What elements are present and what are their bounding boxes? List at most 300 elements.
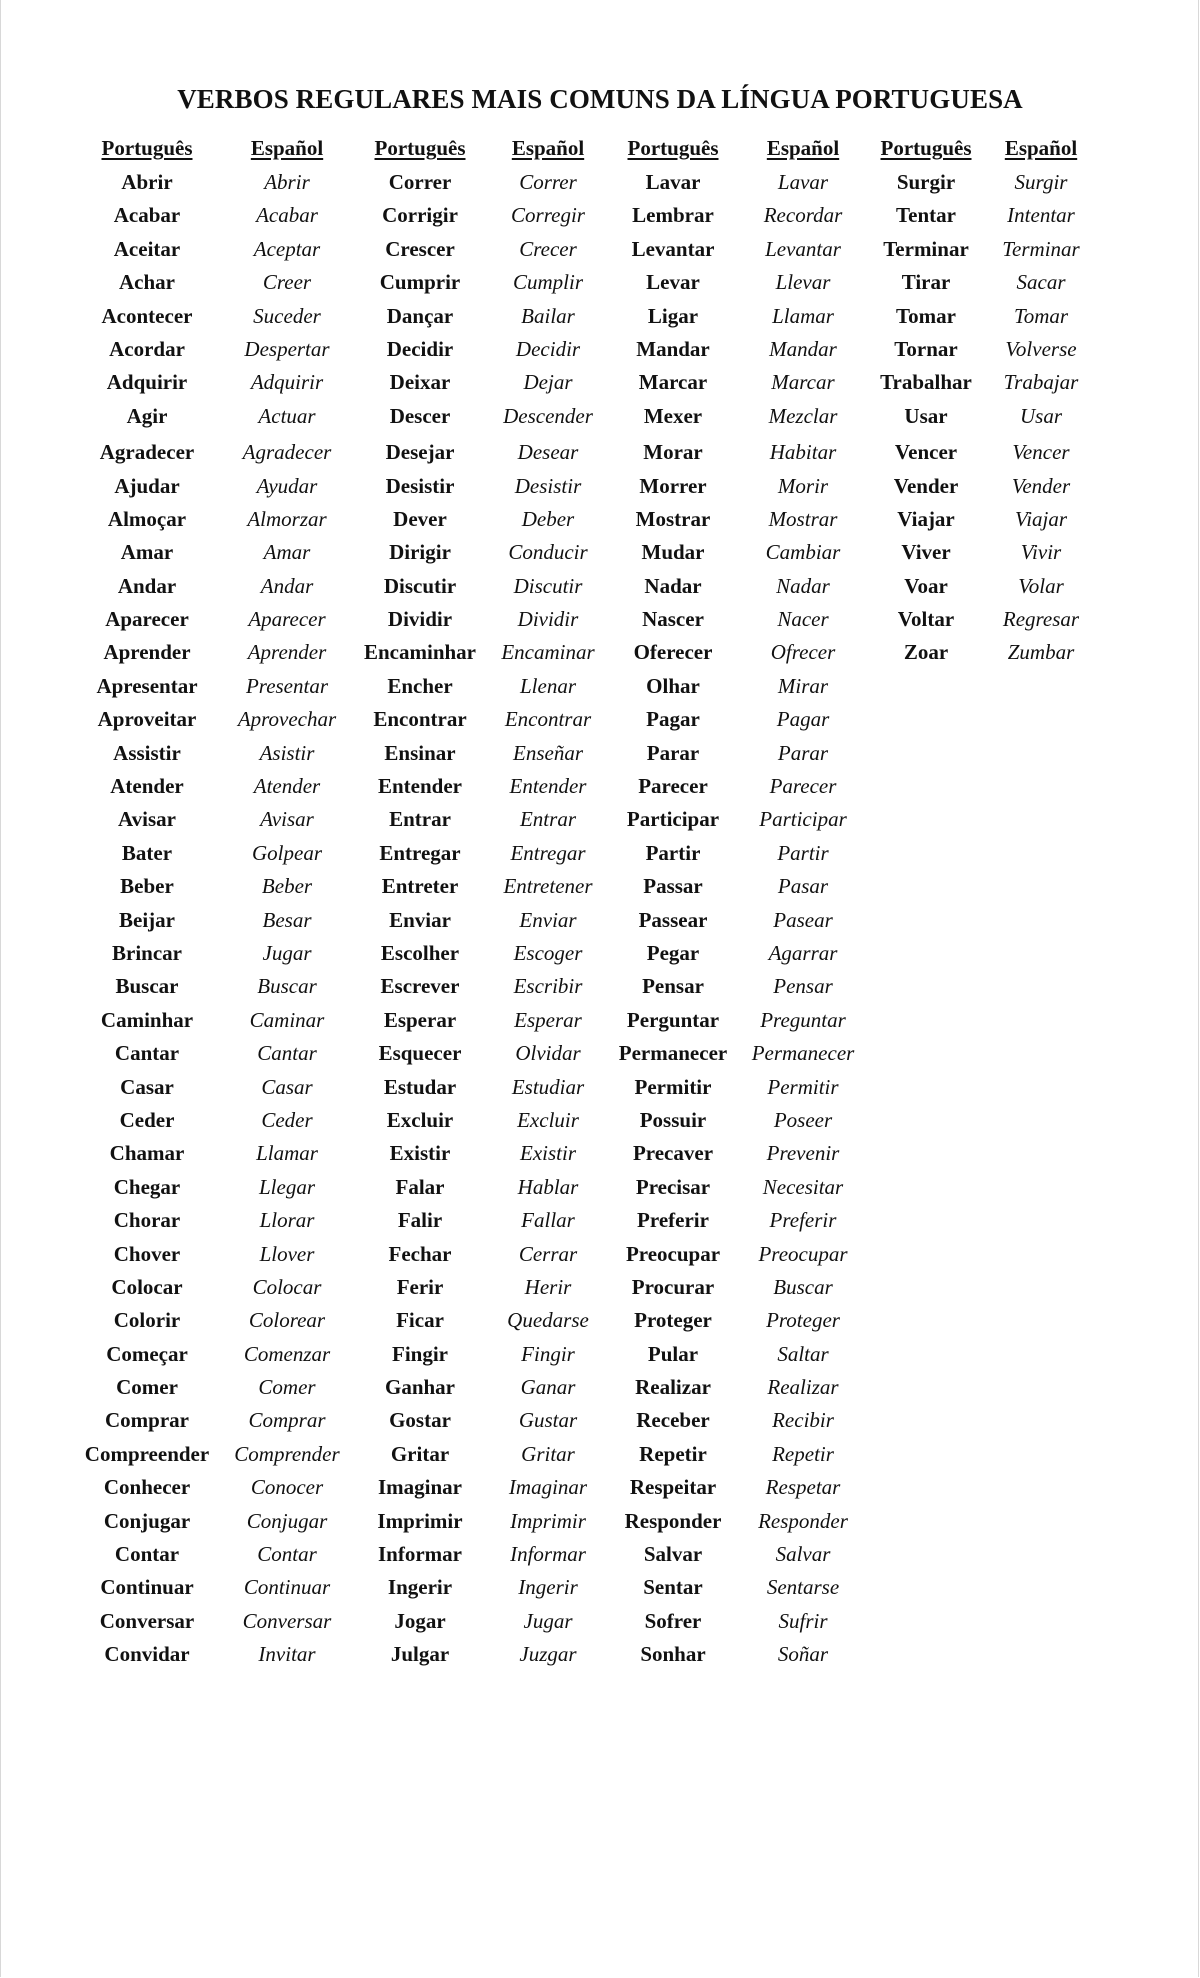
spanish-verb: Regresar [1002, 607, 1080, 632]
spanish-verb: Llorar [259, 1208, 315, 1233]
portuguese-verb: Parecer [638, 774, 708, 799]
portuguese-verb: Beber [120, 874, 174, 899]
portuguese-verb: Viver [901, 540, 951, 565]
portuguese-verb: Voar [904, 573, 948, 598]
spanish-verb: Permitir [767, 1074, 839, 1099]
spanish-verb: Atender [253, 774, 321, 799]
spanish-verb: Fallar [521, 1208, 575, 1233]
spanish-verb: Agradecer [242, 440, 332, 465]
portuguese-verb: Levantar [631, 236, 715, 261]
spanish-verb: Avisar [260, 807, 314, 832]
spanish-verb: Llamar [256, 1141, 318, 1166]
spanish-verb: Ingerir [518, 1575, 578, 1600]
portuguese-verb: Agradecer [99, 440, 195, 465]
spanish-column-2 [483, 134, 613, 1672]
spanish-verb: Levantar [765, 236, 841, 261]
spanish-verb: Invitar [258, 1642, 316, 1667]
portuguese-verb: Encaminhar [363, 640, 476, 665]
portuguese-verb: Pular [647, 1341, 699, 1366]
spanish-verb: Aprender [247, 640, 327, 665]
portuguese-verb: Cantar [114, 1041, 180, 1066]
spanish-verb: Comprar [248, 1408, 326, 1433]
portuguese-verb: Nadar [644, 573, 702, 598]
spanish-verb: Corregir [511, 203, 585, 228]
portuguese-verb: Oferecer [633, 640, 713, 665]
portuguese-verb: Aceitar [113, 236, 181, 261]
portuguese-verb: Colorir [113, 1308, 181, 1333]
portuguese-verb: Parar [646, 740, 700, 765]
portuguese-verb: Respeitar [629, 1475, 717, 1500]
spanish-verb: Preocupar [758, 1241, 848, 1266]
portuguese-verb: Descer [389, 403, 451, 428]
spanish-verb: Herir [524, 1274, 572, 1299]
portuguese-verb: Pagar [646, 707, 700, 732]
portuguese-verb: Vender [893, 473, 959, 498]
portuguese-verb: Tentar [896, 203, 956, 228]
portuguese-verb: Precisar [635, 1174, 711, 1199]
portuguese-verb: Esperar [383, 1007, 457, 1032]
spanish-verb: Mostrar [768, 506, 838, 531]
spanish-verb: Buscar [257, 974, 317, 999]
portuguese-verb: Lavar [645, 170, 701, 194]
spanish-verb: Encaminar [501, 640, 595, 665]
spanish-verb: Juzgar [519, 1642, 577, 1667]
spanish-verb: Recibir [772, 1408, 834, 1433]
spanish-verb: Tomar [1013, 303, 1069, 328]
spanish-verb: Encontrar [504, 707, 592, 732]
portuguese-verb: Bater [121, 840, 173, 865]
spanish-verb: Mandar [769, 336, 837, 361]
portuguese-verb: Cumprir [379, 270, 461, 295]
spanish-verb: Repetir [772, 1441, 834, 1466]
portuguese-verb: Imaginar [378, 1475, 462, 1500]
spanish-verb: Ceder [261, 1107, 313, 1132]
portuguese-verb: Precaver [632, 1141, 714, 1166]
portuguese-verb: Apresentar [96, 673, 198, 698]
spanish-header: Español [766, 136, 840, 160]
portuguese-verb: Lembrar [632, 203, 714, 228]
spanish-verb: Cerrar [518, 1241, 578, 1266]
portuguese-verb: Enviar [389, 907, 451, 932]
portuguese-verb: Morar [643, 440, 703, 465]
portuguese-verb: Responder [624, 1508, 722, 1533]
portuguese-verb: Comer [116, 1375, 178, 1400]
spanish-verb: Lavar [777, 170, 829, 194]
portuguese-verb: Acabar [113, 203, 181, 228]
portuguese-verb: Gritar [390, 1441, 450, 1466]
portuguese-verb: Aparecer [105, 607, 189, 632]
spanish-verb: Comenzar [243, 1341, 331, 1366]
portuguese-verb: Buscar [115, 974, 179, 999]
portuguese-verb: Esquecer [378, 1041, 462, 1066]
portuguese-verb: Conversar [99, 1608, 195, 1633]
portuguese-verb: Fechar [388, 1241, 452, 1266]
spanish-verb: Pasear [773, 907, 833, 932]
spanish-verb: Descender [503, 403, 593, 428]
portuguese-verb: Decidir [386, 336, 454, 361]
portuguese-verb: Dançar [386, 303, 454, 328]
spanish-verb: Dejar [523, 370, 573, 395]
portuguese-verb: Entregar [379, 840, 461, 865]
portuguese-verb: Olhar [646, 673, 700, 698]
spanish-verb: Conducir [508, 540, 588, 565]
spanish-verb: Entretener [503, 874, 593, 899]
spanish-verb: Abrir [264, 170, 310, 194]
portuguese-verb: Entrar [389, 807, 451, 832]
portuguese-verb: Continuar [100, 1575, 194, 1600]
portuguese-verb: Estudar [383, 1074, 457, 1099]
spanish-verb: Cambiar [765, 540, 841, 565]
portuguese-verb: Realizar [635, 1375, 711, 1400]
portuguese-verb: Viajar [897, 506, 955, 531]
spanish-verb: Informar [510, 1542, 586, 1567]
portuguese-verb: Amar [120, 540, 174, 565]
portuguese-verb: Ficar [396, 1308, 444, 1333]
portuguese-verb: Abrir [121, 170, 173, 194]
spanish-verb: Respetar [765, 1475, 841, 1500]
portuguese-verb: Ingerir [387, 1575, 453, 1600]
portuguese-verb: Participar [626, 807, 720, 832]
portuguese-verb: Terminar [883, 236, 969, 261]
spanish-verb: Actuar [258, 403, 316, 428]
portuguese-verb: Conjugar [103, 1508, 191, 1533]
portuguese-verb: Procurar [631, 1274, 715, 1299]
portuguese-verb: Fingir [392, 1341, 448, 1366]
spanish-verb: Llenar [519, 673, 576, 698]
spanish-verb: Caminar [249, 1007, 325, 1032]
spanish-verb: Almorzar [247, 506, 327, 531]
spanish-verb: Entregar [510, 840, 586, 865]
spanish-verb: Ofrecer [770, 640, 836, 665]
spanish-verb: Mirar [777, 673, 829, 698]
portuguese-verb: Tornar [894, 336, 958, 361]
portuguese-column-1 [82, 134, 212, 1672]
spanish-verb: Vender [1011, 473, 1071, 498]
portuguese-verb: Informar [378, 1542, 462, 1567]
portuguese-verb: Preocupar [625, 1241, 721, 1266]
spanish-verb: Llover [259, 1241, 315, 1266]
spanish-verb: Pasar [777, 874, 829, 899]
portuguese-verb: Assistir [113, 740, 181, 765]
spanish-verb: Colocar [252, 1274, 322, 1299]
spanish-verb: Beber [261, 874, 313, 899]
portuguese-verb: Passar [643, 874, 703, 899]
spanish-verb: Llamar [772, 303, 834, 328]
spanish-verb: Terminar [1002, 236, 1080, 261]
portuguese-verb: Compreender [84, 1441, 210, 1466]
portuguese-verb: Nascer [642, 607, 704, 632]
spanish-verb: Preferir [769, 1208, 837, 1233]
spanish-column-3 [738, 134, 868, 1672]
spanish-verb: Andar [260, 573, 314, 598]
spanish-verb: Entender [509, 774, 587, 799]
spanish-verb: Enseñar [513, 740, 583, 765]
portuguese-verb: Levar [646, 270, 700, 295]
portuguese-verb: Achar [119, 270, 175, 295]
spanish-verb: Necesitar [762, 1174, 844, 1199]
portuguese-verb: Marcar [638, 370, 708, 395]
spanish-verb: Jugar [262, 940, 312, 965]
portuguese-verb: Encher [387, 673, 453, 698]
spanish-verb: Excluir [517, 1107, 579, 1132]
portuguese-verb: Entreter [381, 874, 459, 899]
spanish-verb: Intentar [1007, 203, 1075, 228]
portuguese-verb: Dividir [387, 607, 453, 632]
portuguese-verb: Surgir [896, 170, 956, 194]
portuguese-verb: Ganhar [384, 1375, 455, 1400]
portuguese-verb: Ferir [396, 1274, 444, 1299]
portuguese-verb: Possuir [639, 1107, 707, 1132]
portuguese-verb: Julgar [390, 1642, 450, 1667]
spanish-verb: Mezclar [768, 403, 838, 428]
portuguese-verb: Almoçar [107, 506, 187, 531]
spanish-verb: Proteger [766, 1308, 840, 1333]
spanish-verb: Cantar [257, 1041, 317, 1066]
spanish-verb: Estudiar [511, 1074, 585, 1099]
portuguese-verb: Morrer [639, 473, 707, 498]
portuguese-verb: Chegar [113, 1174, 181, 1199]
spanish-verb: Besar [262, 907, 312, 932]
spanish-verb: Acabar [256, 203, 318, 228]
spanish-verb: Aceptar [253, 236, 321, 261]
portuguese-verb: Desejar [385, 440, 455, 465]
portuguese-verb: Mostrar [635, 506, 711, 531]
spanish-verb: Preguntar [760, 1007, 846, 1032]
portuguese-verb: Contar [114, 1542, 180, 1567]
spanish-verb: Correr [519, 170, 577, 194]
portuguese-verb: Desistir [385, 473, 455, 498]
spanish-verb: Asistir [259, 740, 315, 765]
portuguese-verb: Corrigir [382, 203, 458, 228]
spanish-verb: Presentar [245, 673, 329, 698]
portuguese-verb: Ceder [119, 1107, 175, 1132]
spanish-verb: Contar [257, 1542, 317, 1567]
portuguese-verb: Dirigir [389, 540, 451, 565]
spanish-verb: Buscar [773, 1274, 833, 1299]
spanish-verb: Parar [777, 740, 829, 765]
spanish-verb: Colorear [248, 1308, 326, 1333]
spanish-verb: Fingir [521, 1341, 575, 1366]
spanish-verb: Responder [758, 1508, 848, 1533]
portuguese-header: Português [627, 136, 719, 160]
portuguese-verb: Adquirir [106, 370, 188, 395]
spanish-verb: Sacar [1016, 270, 1066, 295]
portuguese-verb: Atender [110, 774, 184, 799]
spanish-verb: Gritar [521, 1441, 575, 1466]
portuguese-verb: Chover [113, 1241, 181, 1266]
portuguese-column-4 [861, 134, 991, 670]
portuguese-verb: Andar [117, 573, 177, 598]
portuguese-verb: Sonhar [640, 1642, 706, 1667]
spanish-header: Español [250, 136, 324, 160]
spanish-verb: Dividir [517, 607, 579, 632]
spanish-verb: Deber [521, 506, 575, 531]
portuguese-verb: Sofrer [644, 1608, 702, 1633]
portuguese-column-2 [355, 134, 485, 1672]
spanish-verb: Comer [258, 1375, 316, 1400]
portuguese-verb: Brincar [112, 940, 182, 965]
portuguese-header: Português [374, 136, 466, 160]
spanish-verb: Usar [1019, 403, 1062, 428]
portuguese-verb: Dever [393, 506, 447, 531]
spanish-verb: Saltar [777, 1341, 829, 1366]
portuguese-verb: Usar [904, 403, 948, 428]
portuguese-verb: Chorar [113, 1208, 181, 1233]
portuguese-verb: Ensinar [384, 740, 456, 765]
portuguese-verb: Encontrar [373, 707, 467, 732]
portuguese-verb: Imprimir [377, 1508, 463, 1533]
portuguese-verb: Conhecer [103, 1475, 191, 1500]
portuguese-verb: Mandar [636, 336, 710, 361]
spanish-verb: Zumbar [1007, 640, 1075, 665]
portuguese-verb: Discutir [383, 573, 457, 598]
spanish-verb: Escoger [513, 940, 583, 965]
portuguese-verb: Vencer [894, 440, 958, 465]
spanish-verb: Amar [263, 540, 311, 565]
spanish-verb: Bailar [521, 303, 575, 328]
portuguese-verb: Aproveitar [97, 707, 197, 732]
spanish-verb: Ganar [520, 1375, 576, 1400]
spanish-verb: Crecer [519, 236, 577, 261]
spanish-verb: Discutir [513, 573, 583, 598]
spanish-verb: Parecer [769, 774, 837, 799]
spanish-verb: Poseer [773, 1107, 833, 1132]
portuguese-verb: Jogar [394, 1608, 446, 1633]
portuguese-verb: Correr [388, 170, 452, 194]
spanish-column-1 [222, 134, 352, 1672]
portuguese-verb: Sentar [643, 1575, 703, 1600]
spanish-verb: Cumplir [512, 270, 583, 295]
spanish-verb: Conjugar [246, 1508, 328, 1533]
spanish-verb: Agarrar [768, 940, 838, 965]
spanish-verb: Suceder [253, 303, 321, 328]
spanish-verb: Pagar [776, 707, 830, 732]
portuguese-verb: Perguntar [626, 1007, 720, 1032]
spanish-verb: Gustar [518, 1408, 578, 1433]
portuguese-verb: Passear [638, 907, 708, 932]
spanish-verb: Llegar [258, 1174, 315, 1199]
portuguese-verb: Mudar [641, 540, 705, 565]
portuguese-verb: Repetir [639, 1441, 707, 1466]
page-title: VERBOS REGULARES MAIS COMUNS DA LÍNGUA PORTUGUESA [177, 84, 1023, 114]
portuguese-verb: Tirar [901, 270, 951, 295]
portuguese-header: Português [880, 136, 972, 160]
spanish-verb: Permanecer [751, 1041, 855, 1066]
portuguese-verb: Entender [378, 774, 462, 799]
spanish-verb: Imaginar [508, 1475, 588, 1500]
spanish-verb: Escribir [513, 974, 583, 999]
spanish-verb: Conocer [250, 1475, 324, 1500]
spanish-column-4 [976, 134, 1106, 670]
spanish-verb: Golpear [252, 840, 322, 865]
portuguese-verb: Salvar [643, 1542, 703, 1567]
spanish-verb: Aparecer [248, 607, 326, 632]
portuguese-verb: Permitir [634, 1074, 712, 1099]
portuguese-verb: Trabalhar [880, 370, 972, 395]
portuguese-verb: Preferir [637, 1208, 709, 1233]
portuguese-verb: Convidar [104, 1642, 190, 1667]
portuguese-verb: Colocar [111, 1274, 183, 1299]
spanish-verb: Llevar [775, 270, 831, 295]
portuguese-verb: Voltar [897, 607, 955, 632]
spanish-verb: Ayudar [256, 473, 318, 498]
spanish-verb: Hablar [517, 1174, 579, 1199]
spanish-verb: Esperar [514, 1007, 582, 1032]
portuguese-verb: Falir [397, 1208, 443, 1233]
spanish-header: Español [1004, 136, 1078, 160]
spanish-verb: Salvar [775, 1542, 831, 1567]
portuguese-header: Português [101, 136, 193, 160]
spanish-verb: Recordar [763, 203, 843, 228]
spanish-verb: Comprender [234, 1441, 340, 1466]
spanish-verb: Surgir [1014, 170, 1068, 194]
portuguese-verb: Acontecer [101, 303, 193, 328]
spanish-verb: Desistir [514, 473, 582, 498]
spanish-verb: Despertar [244, 336, 330, 361]
portuguese-verb: Avisar [118, 807, 176, 832]
spanish-verb: Prevenir [766, 1141, 840, 1166]
spanish-verb: Desear [517, 440, 579, 465]
portuguese-verb: Chamar [109, 1141, 185, 1166]
portuguese-verb: Aprender [103, 640, 191, 665]
spanish-verb: Marcar [771, 370, 835, 395]
portuguese-verb: Permanecer [618, 1041, 728, 1066]
portuguese-verb: Comprar [105, 1408, 189, 1433]
portuguese-verb: Partir [645, 840, 701, 865]
portuguese-verb: Deixar [389, 370, 451, 395]
portuguese-verb: Zoar [903, 640, 949, 665]
spanish-verb: Trabajar [1003, 370, 1079, 395]
spanish-verb: Morir [777, 473, 829, 498]
portuguese-verb: Gostar [389, 1408, 451, 1433]
portuguese-verb: Caminhar [100, 1007, 194, 1032]
spanish-verb: Nacer [777, 607, 829, 632]
spanish-verb: Imprimir [510, 1508, 586, 1533]
spanish-verb: Pensar [773, 974, 833, 999]
spanish-verb: Jugar [523, 1608, 573, 1633]
spanish-verb: Partir [777, 840, 829, 865]
portuguese-verb: Casar [120, 1074, 174, 1099]
portuguese-verb: Pensar [642, 974, 704, 999]
spanish-verb: Casar [261, 1074, 313, 1099]
spanish-verb: Conversar [242, 1608, 332, 1633]
spanish-verb: Decidir [515, 336, 581, 361]
portuguese-verb: Ligar [647, 303, 699, 328]
spanish-verb: Continuar [243, 1575, 331, 1600]
portuguese-verb: Mexer [643, 403, 703, 428]
spanish-verb: Nadar [776, 573, 830, 598]
portuguese-verb: Tomar [896, 303, 956, 328]
portuguese-column-3 [608, 134, 738, 1672]
spanish-verb: Sentarse [766, 1575, 840, 1600]
portuguese-verb: Receber [636, 1408, 710, 1433]
spanish-verb: Olvidar [515, 1041, 581, 1066]
portuguese-verb: Começar [106, 1341, 188, 1366]
spanish-verb: Adquirir [250, 370, 324, 395]
spanish-verb: Aprovechar [237, 707, 337, 732]
spanish-verb: Realizar [767, 1375, 839, 1400]
spanish-verb: Volar [1018, 573, 1064, 598]
portuguese-verb: Excluir [386, 1107, 454, 1132]
spanish-verb: Vivir [1020, 540, 1062, 565]
spanish-verb: Creer [262, 270, 312, 295]
portuguese-verb: Acordar [109, 336, 185, 361]
spanish-verb: Existir [520, 1141, 576, 1166]
spanish-verb: Participar [759, 807, 847, 832]
spanish-verb: Vencer [1012, 440, 1070, 465]
spanish-verb: Entrar [519, 807, 576, 832]
spanish-verb: Soñar [777, 1642, 829, 1667]
